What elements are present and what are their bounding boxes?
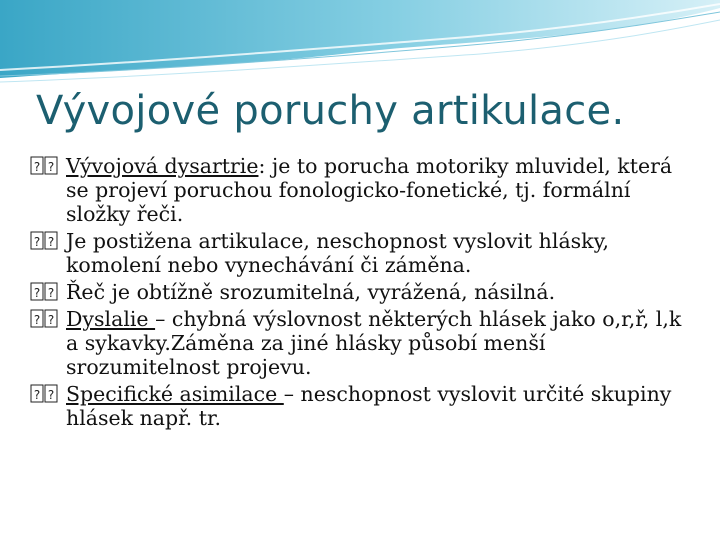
svg-text:?: ? xyxy=(33,313,41,327)
svg-text:?: ? xyxy=(47,286,55,300)
bullet-text: Řeč je obtížně srozumitelná, vyrážená, násilná. xyxy=(66,280,556,304)
bullet-term: Vývojová dysartrie xyxy=(66,154,259,178)
bullet-item xyxy=(30,280,690,304)
bullet-text: – chybná výslovnost některých hlásek jako o,r,ř, l,k a sykavky.Záměna za jiné hlásky působí menší srozumitelnost projevu. xyxy=(66,307,682,379)
svg-text:?: ? xyxy=(33,235,41,249)
svg-text:?: ? xyxy=(47,388,55,402)
decorative-wave-header xyxy=(0,0,720,90)
bullet-item xyxy=(30,229,690,277)
svg-text:?: ? xyxy=(33,388,41,402)
bullet-item xyxy=(30,154,690,226)
missing-glyph-bullet-icon xyxy=(30,384,60,404)
svg-text:?: ? xyxy=(47,313,55,327)
bullet-list xyxy=(30,154,690,433)
svg-text:?: ? xyxy=(47,235,55,249)
bullet-item xyxy=(30,382,690,430)
svg-text:?: ? xyxy=(33,160,41,174)
bullet-item xyxy=(30,307,690,379)
bullet-term: Specifické asimilace xyxy=(66,382,284,406)
bullet-text: Je postižena artikulace, neschopnost vyslovit hlásky, komolení nebo vynechávání či záměna. xyxy=(66,229,609,277)
svg-text:?: ? xyxy=(33,286,41,300)
bullet-text: – neschopnost vyslovit určité skupiny hlásek např. tr. xyxy=(66,382,672,430)
missing-glyph-bullet-icon xyxy=(30,156,60,176)
slide-title: Vývojové poruchy artikulace. xyxy=(36,88,625,134)
missing-glyph-bullet-icon xyxy=(30,231,60,251)
svg-text:?: ? xyxy=(47,160,55,174)
bullet-term: Dyslalie xyxy=(66,307,156,331)
bullet-text: : je to porucha motoriky mluvidel, která se projeví poruchou fonologicko-fonetické, tj. formální složky řeči. xyxy=(66,154,673,226)
missing-glyph-bullet-icon xyxy=(30,309,60,329)
missing-glyph-bullet-icon xyxy=(30,282,60,302)
